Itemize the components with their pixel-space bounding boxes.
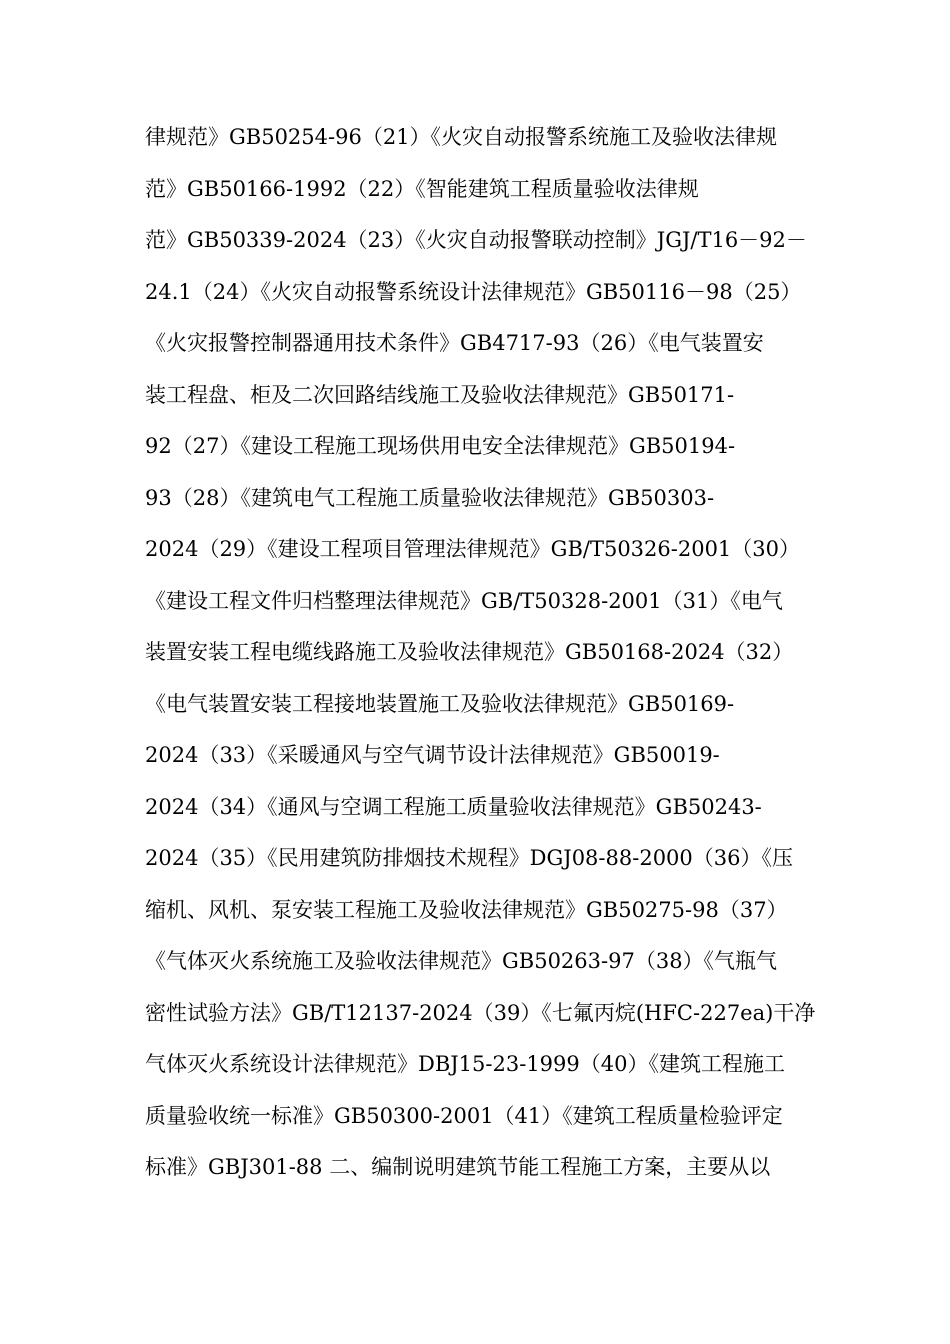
text-line: 2024（34）《通风与空调工程施工质量验收法律规范》GB50243-	[145, 794, 762, 819]
text-line: 《电气装置安装工程接地装置施工及验收法律规范》GB50169-	[145, 691, 735, 716]
text-line: 标准》GBJ301-88 二、编制说明建筑节能工程施工方案，主要从以	[145, 1155, 771, 1179]
text-line: 缩机、风机、泵安装工程施工及验收法律规范》GB50275-98（37）	[145, 897, 788, 922]
body-text	[145, 112, 825, 1194]
text-line: 93（28）《建筑电气工程施工质量验收法律规范》GB50303-	[145, 485, 715, 510]
text-line: 24.1（24）《火灾自动报警系统设计法律规范》GB50116－98（25）	[145, 279, 802, 304]
text-line: 装置安装工程电缆线路施工及验收法律规范》GB50168-2024（32）	[145, 640, 794, 664]
text-line: 《建设工程文件归档整理法律规范》GB/T50328-2001（31）《电气	[145, 588, 783, 613]
text-line: 律规范》GB50254-96（21）《火灾自动报警系统施工及验收法律规	[145, 125, 778, 149]
text-line: 《气体灭火系统施工及验收法律规范》GB50263-97（38）《气瓶气	[145, 949, 778, 973]
text-line: 气体灭火系统设计法律规范》DBJ15-23-1999（40）《建筑工程施工	[145, 1052, 785, 1076]
text-line: 质量验收统一标准》GB50300-2001（41）《建筑工程质量检验评定	[145, 1103, 783, 1128]
text-line: 92（27）《建设工程施工现场供用电安全法律规范》GB50194-	[145, 434, 736, 458]
text-line: 2024（35）《民用建筑防排烟技术规程》DGJ08-88-2000（36）《压	[145, 846, 793, 870]
text-line: 《火灾报警控制器通用技术条件》GB4717-93（26）《电气装置安	[145, 331, 764, 355]
text-line: 2024（29）《建设工程项目管理法律规范》GB/T50326-2001（30）	[145, 537, 801, 561]
text-line: 密性试验方法》GB/T12137-2024（39）《七氟丙烷(HFC-227ea)干净	[145, 1000, 816, 1025]
text-line: 范》GB50339-2024（23）《火灾自动报警联动控制》JGJ/T16－92－	[145, 228, 807, 252]
text-line: 2024（33）《采暖通风与空气调节设计法律规范》GB50019-	[145, 743, 720, 767]
text-line: 装工程盘、柜及二次回路结线施工及验收法律规范》GB50171-	[145, 382, 735, 407]
text-line: 范》GB50166-1992（22）《智能建筑工程质量验收法律规	[145, 176, 699, 201]
